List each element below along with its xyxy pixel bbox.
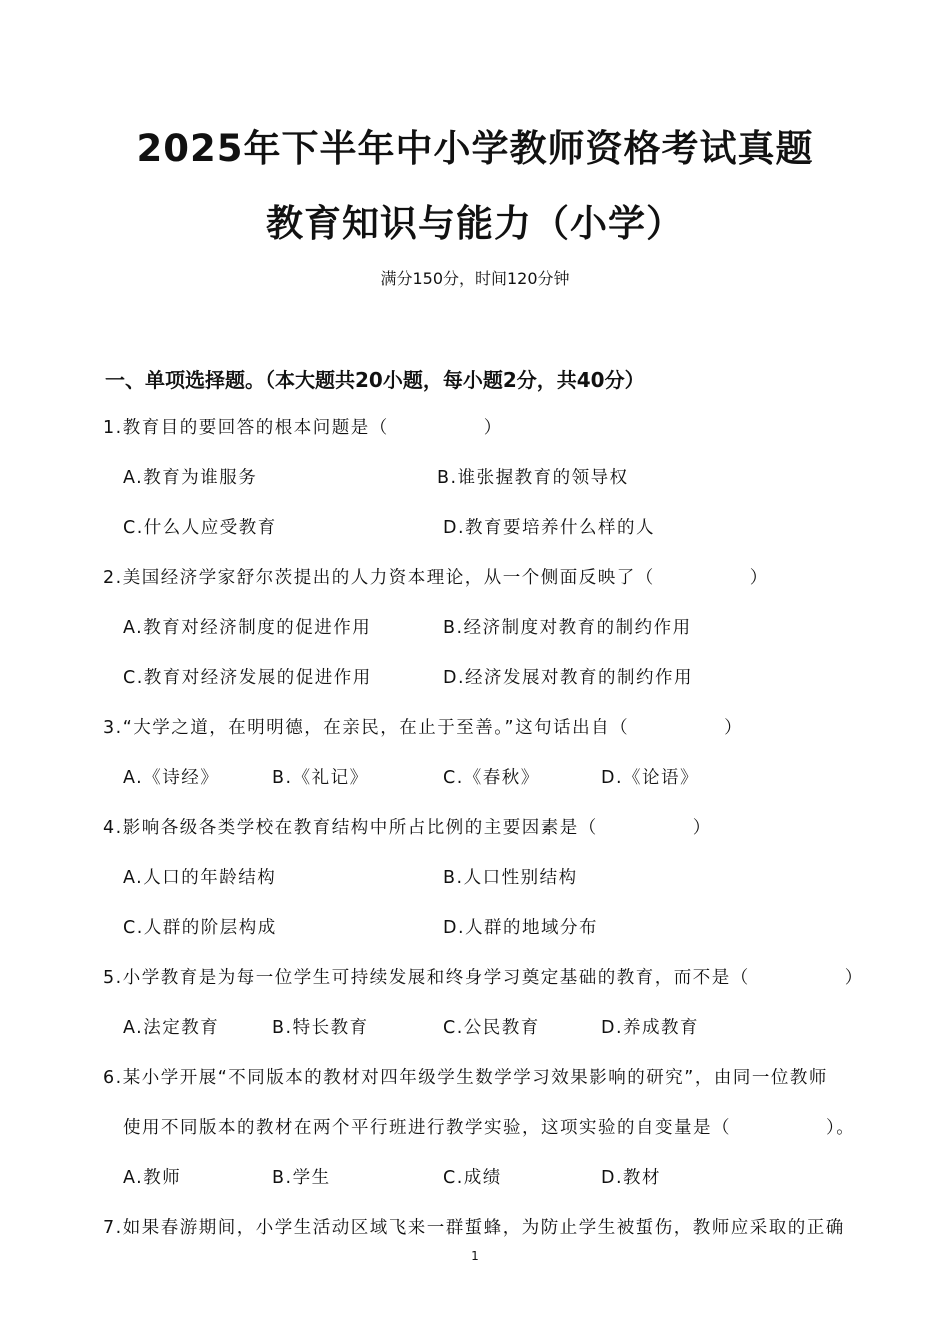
- question-4-option-b: B.人口性别结构: [443, 868, 578, 888]
- question-5-stem: 5.小学教育是为每一位学生可持续发展和终身学习奠定基础的教育，而不是（ ）: [103, 968, 864, 988]
- question-2-stem: 2.美国经济学家舒尔茨提出的人力资本理论，从一个侧面反映了（ ）: [103, 568, 769, 588]
- question-1-stem: 1.教育目的要回答的根本问题是（ ）: [103, 418, 503, 438]
- question-5-option-a: A.法定教育: [123, 1018, 220, 1038]
- question-5-option-d: D.养成教育: [601, 1018, 700, 1038]
- question-2-option-c: C.教育对经济发展的促进作用: [123, 668, 372, 688]
- section-heading: 一、单项选择题。（本大题共20小题，每小题2分，共40分）: [105, 368, 645, 392]
- question-4-option-a: A.人口的年龄结构: [123, 868, 277, 888]
- question-4-option-c: C.人群的阶层构成: [123, 918, 277, 938]
- question-5-option-c: C.公民教育: [443, 1018, 540, 1038]
- question-3-option-b: B.《礼记》: [272, 768, 369, 788]
- question-2-option-a: A.教育对经济制度的促进作用: [123, 618, 372, 638]
- question-3-option-a: A.《诗经》: [123, 768, 220, 788]
- question-1-option-a: A.教育为谁服务: [123, 468, 258, 488]
- question-6-option-d: D.教材: [601, 1168, 662, 1188]
- question-6-stem-line-1: 6.某小学开展“不同版本的教材对四年级学生数学学习效果影响的研究”，由同一位教师: [103, 1068, 828, 1088]
- question-3-option-c: C.《春秋》: [443, 768, 540, 788]
- page-number: 1: [471, 1249, 479, 1263]
- question-2-option-b: B.经济制度对教育的制约作用: [443, 618, 692, 638]
- exam-duration-info: 满分150分，时间120分钟: [380, 269, 570, 288]
- question-4-option-d: D.人群的地域分布: [443, 918, 599, 938]
- question-1-option-c: C.什么人应受教育: [123, 518, 277, 538]
- question-7-stem: 7.如果春游期间，小学生活动区域飞来一群蜇蜂，为防止学生被蜇伤，教师应采取的正确: [103, 1218, 845, 1238]
- question-1-option-b: B.谁张握教育的领导权: [437, 468, 629, 488]
- question-3-option-d: D.《论语》: [601, 768, 700, 788]
- question-5-option-b: B.特长教育: [272, 1018, 369, 1038]
- question-6-stem-line-2: 使用不同版本的教材在两个平行班进行教学实验，这项实验的自变量是（ ）。: [123, 1118, 856, 1138]
- question-6-option-c: C.成绩: [443, 1168, 502, 1188]
- question-6-option-a: A.教师: [123, 1168, 182, 1188]
- question-4-stem: 4.影响各级各类学校在教育结构中所占比例的主要因素是（ ）: [103, 818, 712, 838]
- exam-title: 2025年下半年中小学教师资格考试真题: [136, 127, 814, 170]
- question-1-option-d: D.教育要培养什么样的人: [443, 518, 656, 538]
- question-3-stem: 3.“大学之道，在明明德，在亲民，在止于至善。”这句话出自（ ）: [103, 718, 744, 738]
- exam-subject-title: 教育知识与能力（小学）: [266, 202, 684, 245]
- question-6-option-b: B.学生: [272, 1168, 331, 1188]
- question-2-option-d: D.经济发展对教育的制约作用: [443, 668, 694, 688]
